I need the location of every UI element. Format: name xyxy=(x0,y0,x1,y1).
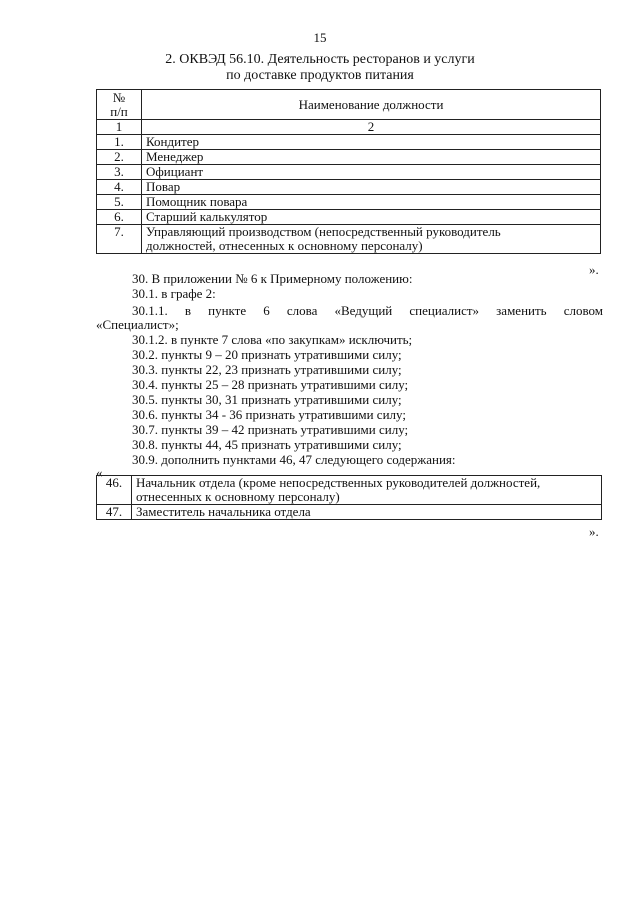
header-position-name: Наименование должности xyxy=(142,90,601,120)
table-row xyxy=(97,505,602,520)
table-row xyxy=(97,135,601,150)
closing-quote-2: ». xyxy=(589,524,599,539)
page-number: 15 xyxy=(313,30,327,45)
row-number: 5. xyxy=(97,195,142,210)
table-row xyxy=(97,476,602,505)
table-row xyxy=(97,195,601,210)
row-position: Кондитер xyxy=(142,135,601,150)
row-position-line-1: Управляющий производством (непосредственный руководитель xyxy=(146,224,501,239)
item-30-5: 30.5. пункты 30, 31 признать утратившими силу; xyxy=(132,392,402,407)
table-row xyxy=(97,210,601,225)
additions-table xyxy=(96,475,602,520)
item-30-4: 30.4. пункты 25 – 28 признать утратившими силу; xyxy=(132,377,409,392)
header-number xyxy=(97,90,142,120)
table-row xyxy=(97,180,601,195)
item-30-2: 30.2. пункты 9 – 20 признать утратившими силу; xyxy=(132,347,402,362)
heading-line-1: 2. ОКВЭД 56.10. Деятельность ресторанов и услуги xyxy=(165,52,475,67)
section-heading xyxy=(0,52,640,84)
table-row xyxy=(97,165,601,180)
row-position: Помощник повара xyxy=(142,195,601,210)
row-number: 3. xyxy=(97,165,142,180)
closing-quote-1: ». xyxy=(589,262,599,277)
row-position: Менеджер xyxy=(142,150,601,165)
item-30-9: 30.9. дополнить пунктами 46, 47 следующего содержания: xyxy=(132,452,456,467)
heading-line-2: по доставке продуктов питания xyxy=(226,68,414,83)
index-cell-2: 2 xyxy=(142,120,601,135)
row-position: Старший калькулятор xyxy=(142,210,601,225)
header-number-sign: № xyxy=(112,89,126,105)
row-position xyxy=(142,225,601,254)
row-number: 47. xyxy=(97,505,132,520)
row-number: 4. xyxy=(97,180,142,195)
row-number: 6. xyxy=(97,210,142,225)
row-number: 1. xyxy=(97,135,142,150)
item-30-1-2: 30.1.2. в пункте 7 слова «по закупкам» исключить; xyxy=(132,332,413,347)
index-cell-1: 1 xyxy=(97,120,142,135)
item-30-1-1-cont: «Специалист»; xyxy=(96,317,179,332)
table-row xyxy=(97,150,601,165)
opening-quote: « xyxy=(96,465,103,480)
item-30-8: 30.8. пункты 44, 45 признать утратившими силу; xyxy=(132,437,402,452)
row-position-line-1: Начальник отдела (кроме непосредственных руководителей должностей, xyxy=(136,475,541,490)
item-30-6: 30.6. пункты 34 - 36 признать утратившими силу; xyxy=(132,407,406,422)
table-index-row xyxy=(97,120,601,135)
item-30-1: 30.1. в графе 2: xyxy=(132,286,216,301)
item-30-3: 30.3. пункты 22, 23 признать утратившими силу; xyxy=(132,362,402,377)
row-position: Официант xyxy=(142,165,601,180)
row-position: Заместитель начальника отдела xyxy=(132,505,602,520)
row-position-line-2: отнесенных к основному персоналу) xyxy=(136,489,340,504)
table-header-row xyxy=(97,90,601,120)
row-number: 7. xyxy=(97,225,142,254)
row-position xyxy=(132,476,602,505)
row-number: 46. xyxy=(97,476,132,505)
row-position-line-2: должностей, отнесенных к основному персоналу) xyxy=(146,238,423,253)
item-30-7: 30.7. пункты 39 – 42 признать утратившими силу; xyxy=(132,422,409,437)
table-row xyxy=(97,225,601,254)
item-30-1-1: 30.1.1. в пункте 6 слова «Ведущий специалист» заменить словом xyxy=(132,303,603,318)
item-30: 30. В приложении № 6 к Примерному положению: xyxy=(132,271,413,286)
positions-table xyxy=(96,89,601,254)
header-number-abbr: п/п xyxy=(110,103,128,119)
row-number: 2. xyxy=(97,150,142,165)
row-position: Повар xyxy=(142,180,601,195)
